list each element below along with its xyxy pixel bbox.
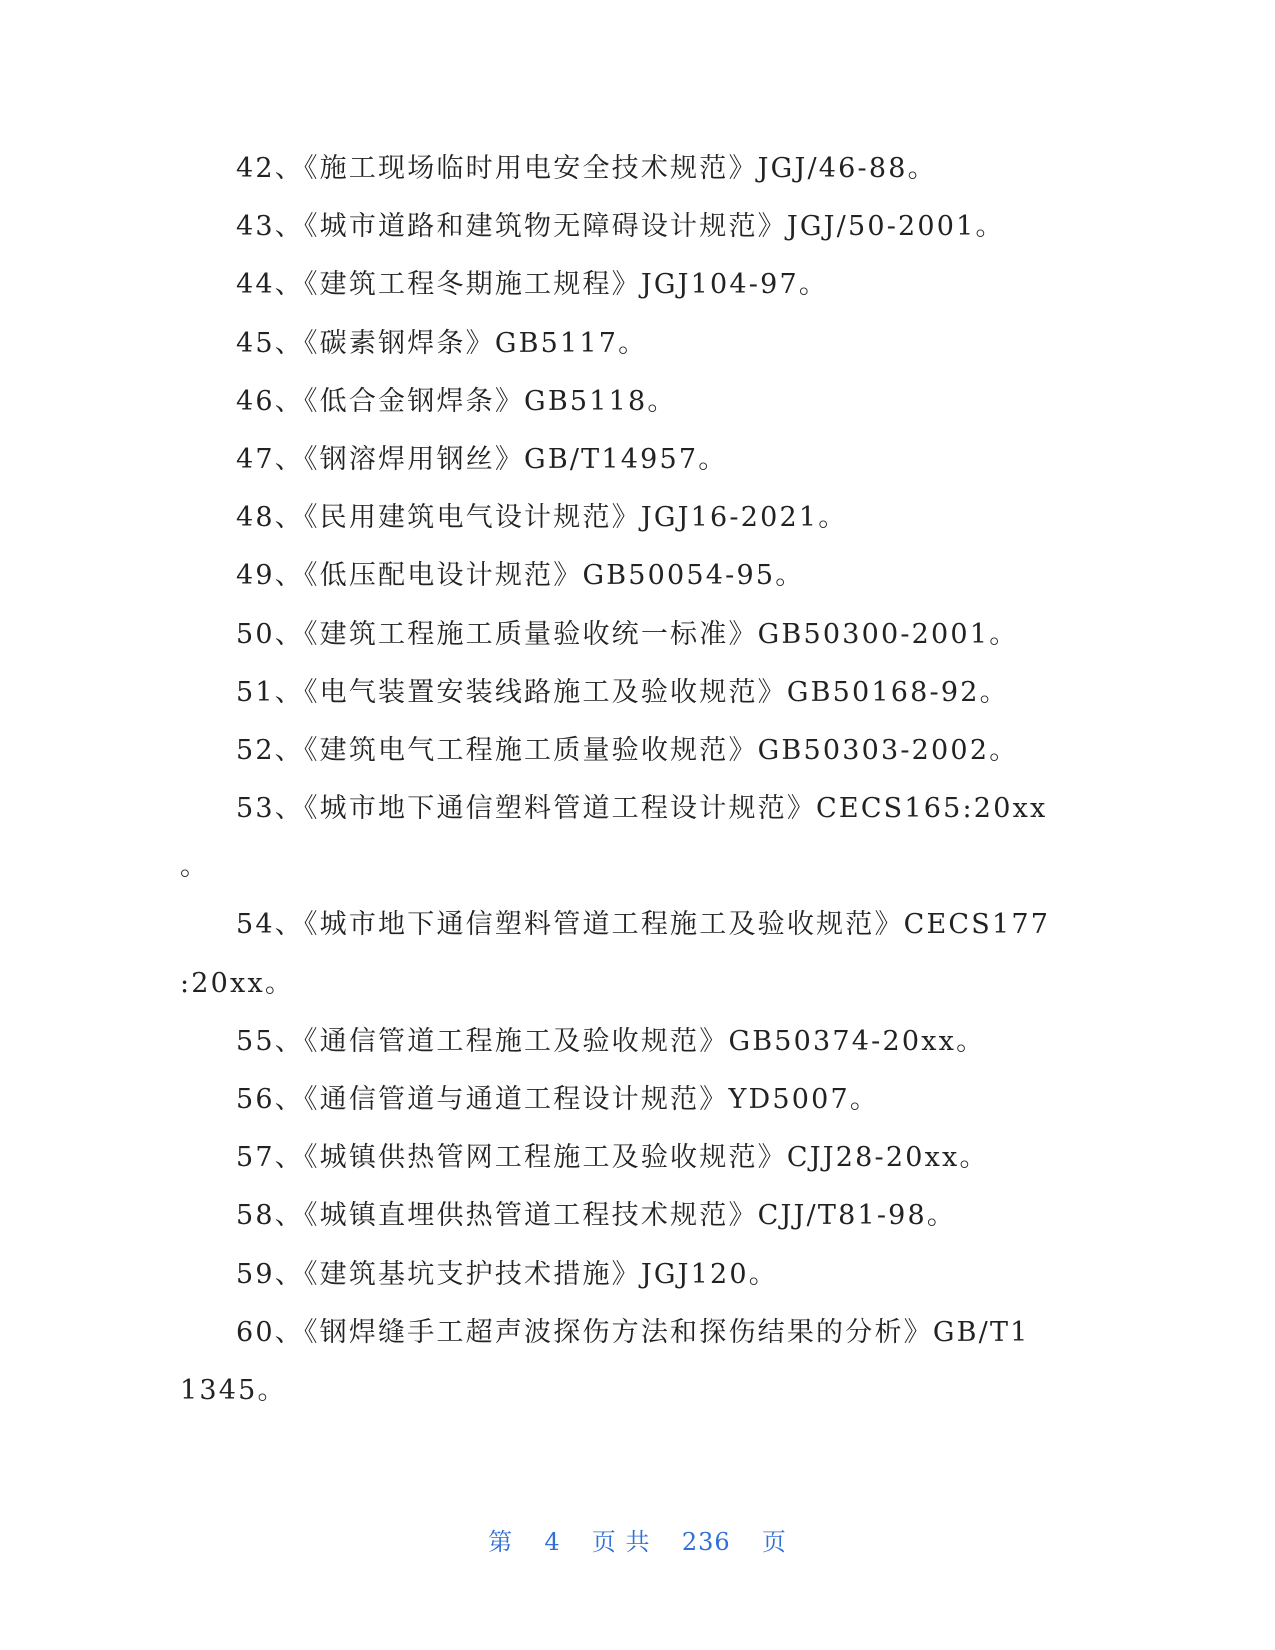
list-item: 57、《城镇供热管网工程施工及验收规范》CJJ28-20xx。 (236, 1142, 989, 1174)
list-item: 55、《通信管道工程施工及验收规范》GB50374-20xx。 (236, 1025, 986, 1057)
list-item: 60、《钢焊缝手工超声波探伤方法和探伤结果的分析》GB/T1 (236, 1316, 1030, 1348)
list-item: 43、《城市道路和建筑物无障碍设计规范》JGJ/50-2001。 (236, 211, 1005, 243)
list-item: 47、《钢溶焊用钢丝》GB/T14957。 (236, 443, 728, 475)
list-item: 42、《施工现场临时用电安全技术规范》JGJ/46-88。 (236, 153, 937, 184)
document-body (180, 140, 1080, 1420)
list-item-continuation: 1345。 (180, 1374, 287, 1406)
list-item: 56、《通信管道与通道工程设计规范》YD5007。 (236, 1084, 880, 1115)
list-item: 59、《建筑基坑支护技术措施》JGJ120。 (236, 1258, 779, 1290)
footer-current-page: 4 (544, 1528, 561, 1556)
list-item: 52、《建筑电气工程施工质量验收规范》GB50303-2002。 (236, 734, 1019, 766)
footer-suffix: 页 (761, 1528, 787, 1556)
footer-prefix: 第 (488, 1528, 514, 1556)
list-item: 51、《电气装置安装线路施工及验收规范》GB50168-92。 (236, 676, 1009, 708)
list-item-continuation: 。 (180, 851, 210, 883)
list-item: 44、《建筑工程冬期施工规程》JGJ104-97。 (236, 269, 829, 301)
list-item: 53、《城市地下通信塑料管道工程设计规范》CECS165:20xx (236, 793, 1048, 825)
footer-total-pages: 236 (681, 1528, 731, 1556)
page-footer (0, 1522, 1275, 1557)
list-item-continuation: :20xx。 (180, 967, 295, 999)
list-item: 49、《低压配电设计规范》GB50054-95。 (236, 560, 805, 592)
list-item: 58、《城镇直埋供热管道工程技术规范》CJJ/T81-98。 (236, 1200, 957, 1232)
list-item: 45、《碳素钢焊条》GB5117。 (236, 327, 648, 359)
list-item: 48、《民用建筑电气设计规范》JGJ16-2021。 (236, 502, 848, 534)
list-item: 50、《建筑工程施工质量验收统一标准》GB50300-2001。 (236, 618, 1019, 650)
list-item: 54、《城市地下通信塑料管道工程施工及验收规范》CECS177 (236, 909, 1051, 941)
list-item: 46、《低合金钢焊条》GB5118。 (236, 385, 677, 417)
footer-middle: 页 共 (591, 1528, 651, 1556)
